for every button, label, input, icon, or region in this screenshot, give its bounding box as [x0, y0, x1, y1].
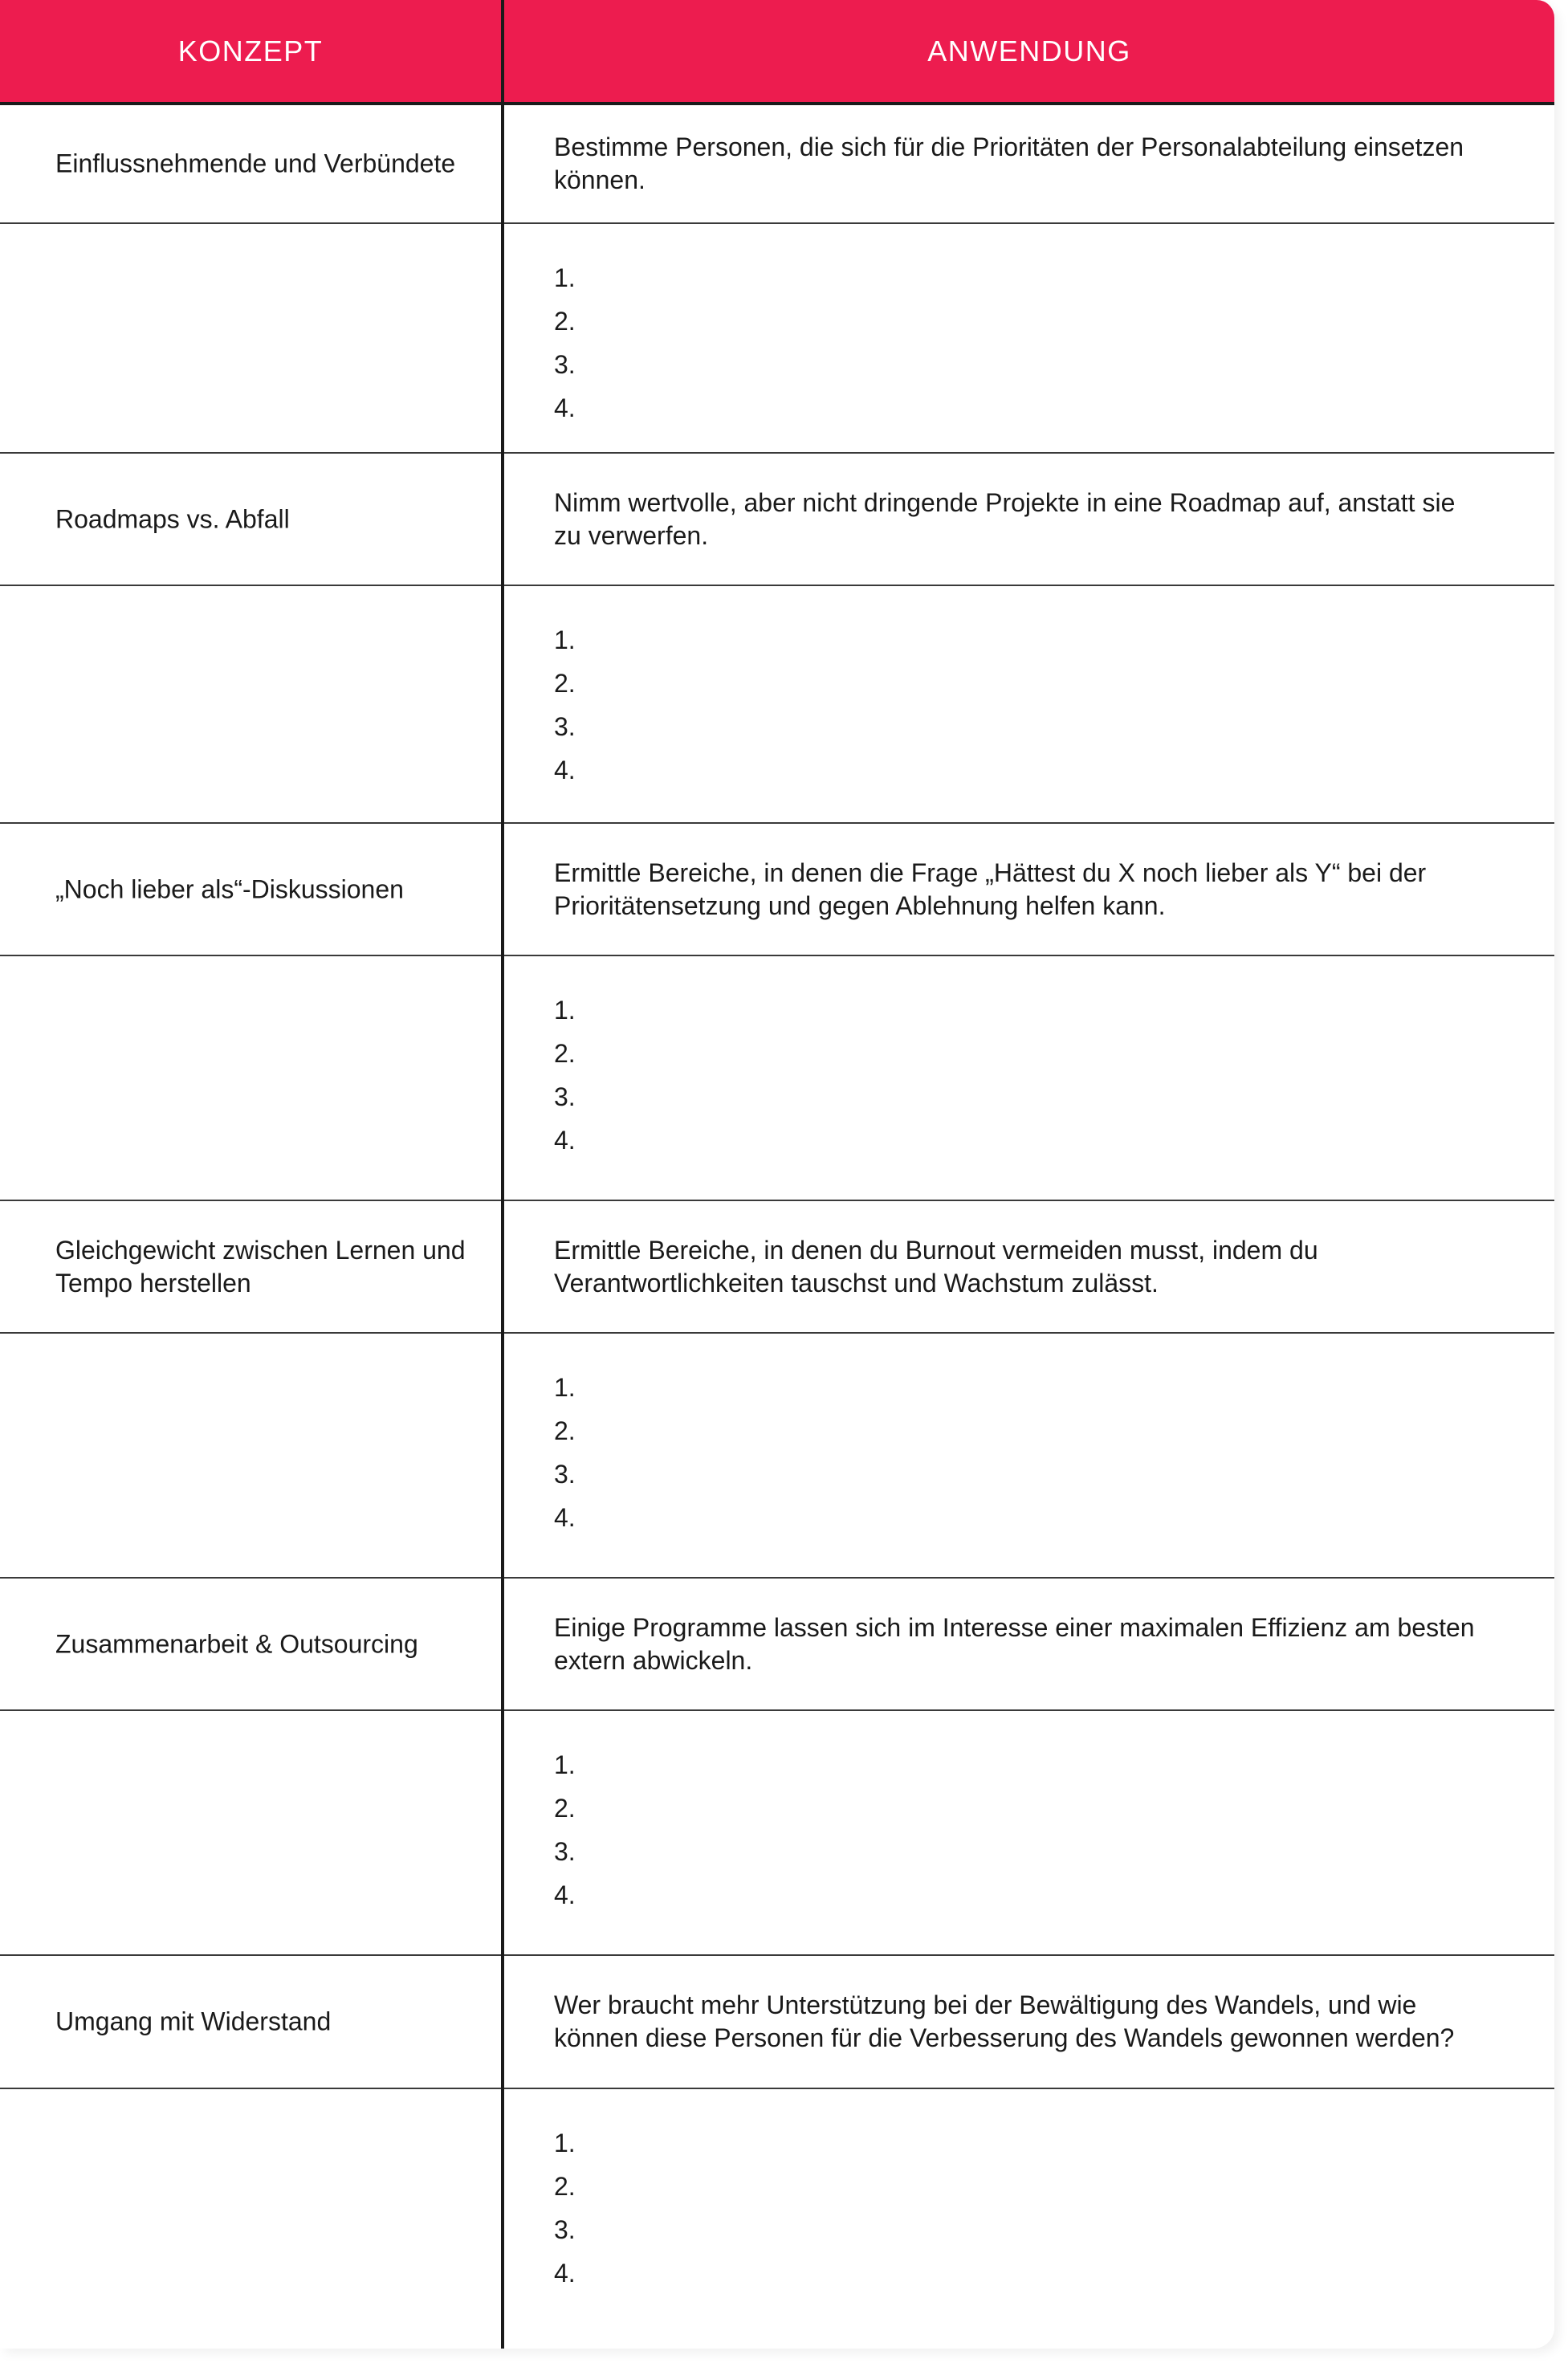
list-number: 2.	[554, 1039, 576, 1068]
list-number: 2.	[554, 307, 576, 336]
numbered-answer-list	[554, 988, 576, 1162]
concept-description: Bestimme Personen, die sich für die Prioritäten der Personalabteilung einsetzen können.	[554, 132, 1464, 194]
list-number: 1.	[554, 2129, 576, 2157]
list-number: 1.	[554, 625, 576, 654]
concept-label: Roadmaps vs. Abfall	[55, 504, 290, 533]
concept-row	[0, 105, 1554, 224]
table-header	[0, 0, 1554, 105]
list-number: 4.	[554, 756, 576, 784]
concept-row	[0, 1579, 1554, 1711]
answer-row[interactable]	[0, 586, 1554, 824]
header-concept: KONZEPT	[177, 34, 324, 67]
list-number: 1.	[554, 263, 576, 292]
list-number: 1.	[554, 1750, 576, 1779]
list-number: 2.	[554, 669, 576, 698]
list-number: 2.	[554, 2172, 576, 2201]
concept-row	[0, 1956, 1554, 2089]
concept-description: Wer braucht mehr Unterstützung bei der Bewältigung des Wandels, und wie können diese Personen für die Verbesserung des Wandels gewonnen werden?	[554, 1990, 1455, 2052]
concept-description: Einige Programme lassen sich im Interesse einer maximalen Effizienz am besten extern abwickeln.	[554, 1612, 1475, 1675]
list-number: 1.	[554, 1373, 576, 1402]
list-number: 4.	[554, 393, 576, 422]
numbered-answer-list	[554, 2121, 576, 2295]
list-number: 1.	[554, 996, 576, 1025]
list-number: 3.	[554, 712, 576, 741]
list-number: 3.	[554, 350, 576, 379]
list-number: 4.	[554, 2259, 576, 2288]
numbered-answer-list	[554, 618, 576, 792]
answer-row[interactable]	[0, 2089, 1554, 2349]
numbered-answer-list	[554, 256, 576, 430]
column-divider	[501, 0, 504, 2349]
concept-label: „Noch lieber als“-Diskussionen	[55, 874, 404, 903]
numbered-answer-list	[554, 1743, 576, 1917]
concept-description: Nimm wertvolle, aber nicht dringende Projekte in eine Roadmap auf, anstatt sie zu verwerfen.	[554, 487, 1456, 550]
list-number: 3.	[554, 1837, 576, 1866]
numbered-answer-list	[554, 1366, 576, 1539]
list-number: 3.	[554, 1082, 576, 1111]
concept-description: Ermittle Bereiche, in denen du Burnout vermeiden musst, indem du Verantwortlichkeiten tauschst und Wachstum zulässt.	[554, 1235, 1318, 1298]
concept-row	[0, 454, 1554, 586]
concept-label: Gleichgewicht zwischen Lernen und Tempo herstellen	[55, 1235, 466, 1298]
concept-label: Zusammenarbeit & Outsourcing	[55, 1629, 418, 1658]
header-application: ANWENDUNG	[927, 34, 1131, 67]
list-number: 4.	[554, 1126, 576, 1155]
list-number: 3.	[554, 2215, 576, 2244]
concept-description: Ermittle Bereiche, in denen die Frage „Hättest du X noch lieber als Y“ bei der Prioritätensetzung und gegen Ablehnung helfen kann.	[554, 858, 1427, 920]
concept-row	[0, 1201, 1554, 1334]
list-number: 2.	[554, 1794, 576, 1823]
concept-label: Einflussnehmende und Verbündete	[55, 149, 456, 178]
list-number: 2.	[554, 1416, 576, 1445]
concept-row	[0, 824, 1554, 956]
concept-label: Umgang mit Widerstand	[55, 2007, 332, 2036]
answer-row[interactable]	[0, 224, 1554, 454]
answer-row[interactable]	[0, 1711, 1554, 1956]
answer-row[interactable]	[0, 956, 1554, 1201]
list-number: 3.	[554, 1460, 576, 1489]
answer-row[interactable]	[0, 1334, 1554, 1579]
list-number: 4.	[554, 1503, 576, 1532]
list-number: 4.	[554, 1880, 576, 1909]
